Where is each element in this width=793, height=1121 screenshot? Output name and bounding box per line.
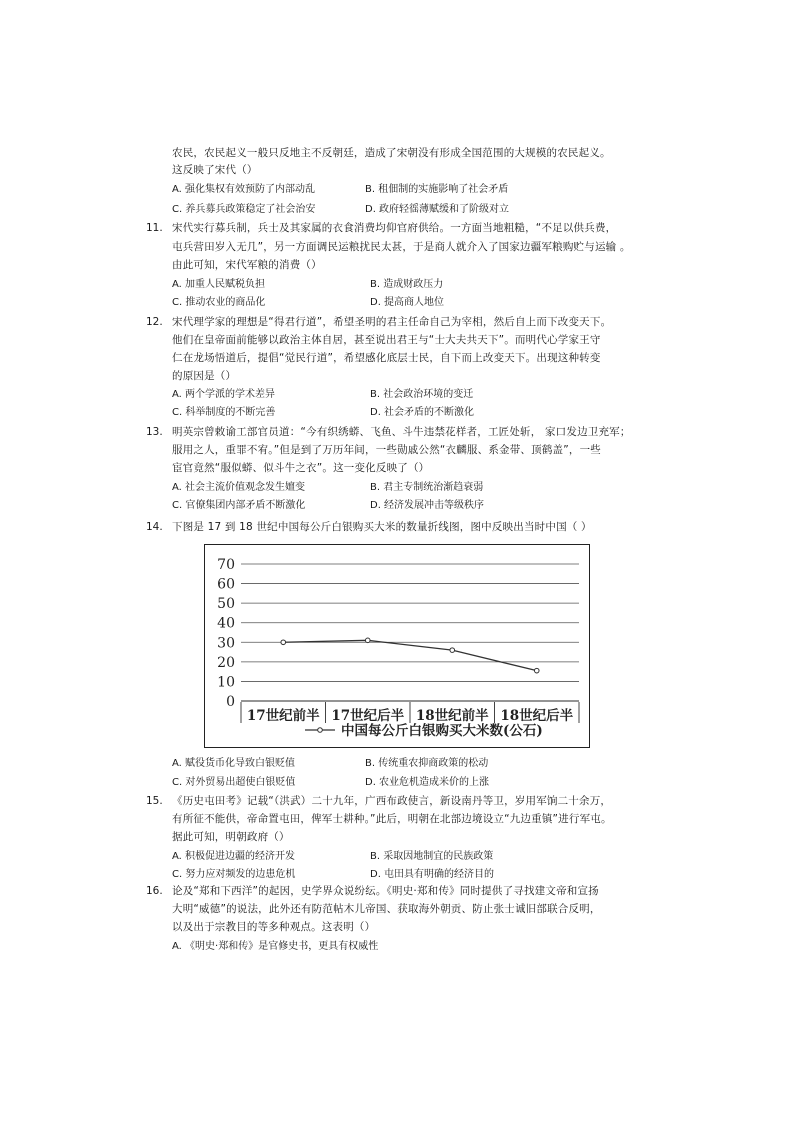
question-text: 据此可知，明朝政府（） [172, 831, 290, 843]
y-tick-label: 70 [217, 557, 235, 573]
y-tick-label: 10 [217, 674, 235, 691]
data-point [281, 640, 286, 645]
y-tick-label: 60 [217, 576, 235, 593]
data-point [534, 668, 539, 673]
question-number: 15. [146, 795, 163, 807]
option-c[interactable]: C. 科举制度的不断完善 [172, 407, 276, 418]
option-c[interactable]: C. 官僚集团内部矛盾不断激化 [172, 500, 306, 511]
question-number: 11. [146, 222, 163, 234]
question-text: 宦官竟然“服似蟒、似斗牛之衣”。这一变化反映了（） [172, 462, 430, 474]
option-c[interactable]: C. 推动农业的商品化 [172, 297, 266, 308]
question-number: 16. [146, 885, 163, 897]
intro-option-a[interactable]: A. 强化集权有效预防了内部动乱 [172, 184, 316, 195]
intro-line-2: 这反映了宋代（） [172, 164, 258, 176]
question-text: 以及出于宗教目的等多种观点。这表明（） [172, 921, 376, 933]
y-tick-label: 40 [217, 615, 235, 632]
option-a[interactable]: A. 加重人民赋税负担 [172, 279, 266, 290]
question-text: 宋代理学家的理想是“得君行道”，希望圣明的君主任命自己为宰相，然后自上而下改变天下。 [172, 316, 612, 328]
x-tick-label: 18世纪前半 [415, 708, 489, 724]
question-text: 明英宗曾敕谕工部官员道：“今有织绣蟒、飞鱼、斗牛违禁花样者，工匠处斩， 家口发边卫充军； [172, 426, 631, 438]
option-d[interactable]: D. 屯田具有明确的经济目的 [370, 869, 495, 880]
legend-marker [318, 728, 323, 733]
legend-label: 中国每公斤白银购买大米数(公石) [341, 723, 543, 739]
question-number: 13. [146, 426, 163, 438]
intro-option-d[interactable]: D. 政府轻徭薄赋缓和了阶级对立 [365, 204, 510, 215]
line-chart [205, 545, 588, 746]
question-text: 大明“威德”的说法，此外还有防范帖木儿帝国、获取海外朝贡、防止张士诚旧部联合反明， [172, 903, 601, 915]
option-b[interactable]: B. 君主专制统治渐趋衰弱 [370, 482, 484, 493]
option-a[interactable]: A. 《明史·郑和传》是官修史书，更具有权威性 [172, 941, 379, 952]
data-point [450, 648, 455, 653]
question-text: 的原因是（） [172, 370, 237, 382]
x-tick-label: 17世纪前半 [246, 708, 320, 724]
question-text: 论及“郑和下西洋”的起因，史学界众说纷纭。《明史·郑和传》同时提供了寻找建文帝和宣扬 [172, 885, 599, 897]
question-text: 屯兵营田岁入无几”，另一方面调民运粮扰民太甚，于是商人就介入了国家边疆军粮购贮与运输 。 [172, 241, 631, 253]
option-a[interactable]: A. 两个学派的学术差异 [172, 389, 276, 400]
intro-option-c[interactable]: C. 养兵募兵政策稳定了社会治安 [172, 204, 316, 215]
question-number: 12. [146, 316, 163, 328]
option-b[interactable]: B. 传统重农抑商政策的松动 [365, 758, 489, 769]
option-c[interactable]: C. 努力应对频发的边患危机 [172, 869, 296, 880]
silver-rice-chart [204, 544, 590, 748]
question-text: 仁在龙场悟道后，提倡“觉民行道”，希望感化底层士民，自下而上改变天下。出现这种转变 [172, 352, 601, 364]
question-text: 由此可知，宋代军粮的消费（） [172, 259, 322, 271]
option-b[interactable]: B. 社会政治环境的变迁 [370, 389, 474, 400]
option-a[interactable]: A. 社会主流价值观念发生嬗变 [172, 482, 306, 493]
question-text: 有所征不能供，帝命置屯田，俾军士耕种。”此后，明朝在北部边境设立“九边重镇”进行军屯。 [172, 813, 612, 825]
data-point [365, 638, 370, 643]
option-a[interactable]: A. 积极促进边疆的经济开发 [172, 851, 296, 862]
question-text: 服用之人，重罪不宥。”但是到了万历年间，一些勋戚公然“衣麟服、系金带、顶鹤盖”，一些 [172, 444, 601, 456]
option-d[interactable]: D. 农业危机造成米价的上涨 [365, 777, 490, 788]
y-tick-label: 50 [217, 596, 235, 613]
x-tick-label: 18世纪后半 [500, 708, 574, 724]
option-d[interactable]: D. 提高商人地位 [370, 297, 445, 308]
question-text: 宋代实行募兵制，兵士及其家属的衣食消费均仰官府供给。一方面当地粗糙，“不足以供兵费， [172, 222, 617, 234]
question-text: 他们在皇帝面前能够以政治主体自居，甚至说出君王与“士大夫共天下”。而明代心学家王守 [172, 334, 601, 346]
option-d[interactable]: D. 社会矛盾的不断激化 [370, 407, 475, 418]
y-tick-label: 30 [217, 635, 235, 652]
option-a[interactable]: A. 赋役货币化导致白银贬值 [172, 758, 296, 769]
option-b[interactable]: B. 造成财政压力 [370, 279, 444, 290]
option-c[interactable]: C. 对外贸易出超使白银贬值 [172, 777, 296, 788]
series-line [283, 640, 537, 670]
y-tick-label: 20 [217, 654, 235, 671]
y-tick-label: 0 [226, 694, 235, 710]
question-text: 《历史屯田考》记载“（洪武）二十九年，广西布政使言，新设南丹等卫，岁用军饷二十余万， [172, 795, 612, 807]
option-b[interactable]: B. 采取因地制宜的民族政策 [370, 851, 494, 862]
x-tick-label: 17世纪后半 [331, 708, 405, 724]
question-text: 下图是 17 到 18 世纪中国每公斤白银购买大米的数量折线图，图中反映出当时中国（ ） [172, 521, 592, 533]
intro-line-1: 农民，农民起义一般只反地主不反朝廷，造成了宋朝没有形成全国范围的大规模的农民起义。 [172, 147, 611, 159]
question-number: 14. [146, 521, 163, 533]
intro-option-b[interactable]: B. 租佃制的实施影响了社会矛盾 [365, 184, 509, 195]
option-d[interactable]: D. 经济发展冲击等级秩序 [370, 500, 485, 511]
